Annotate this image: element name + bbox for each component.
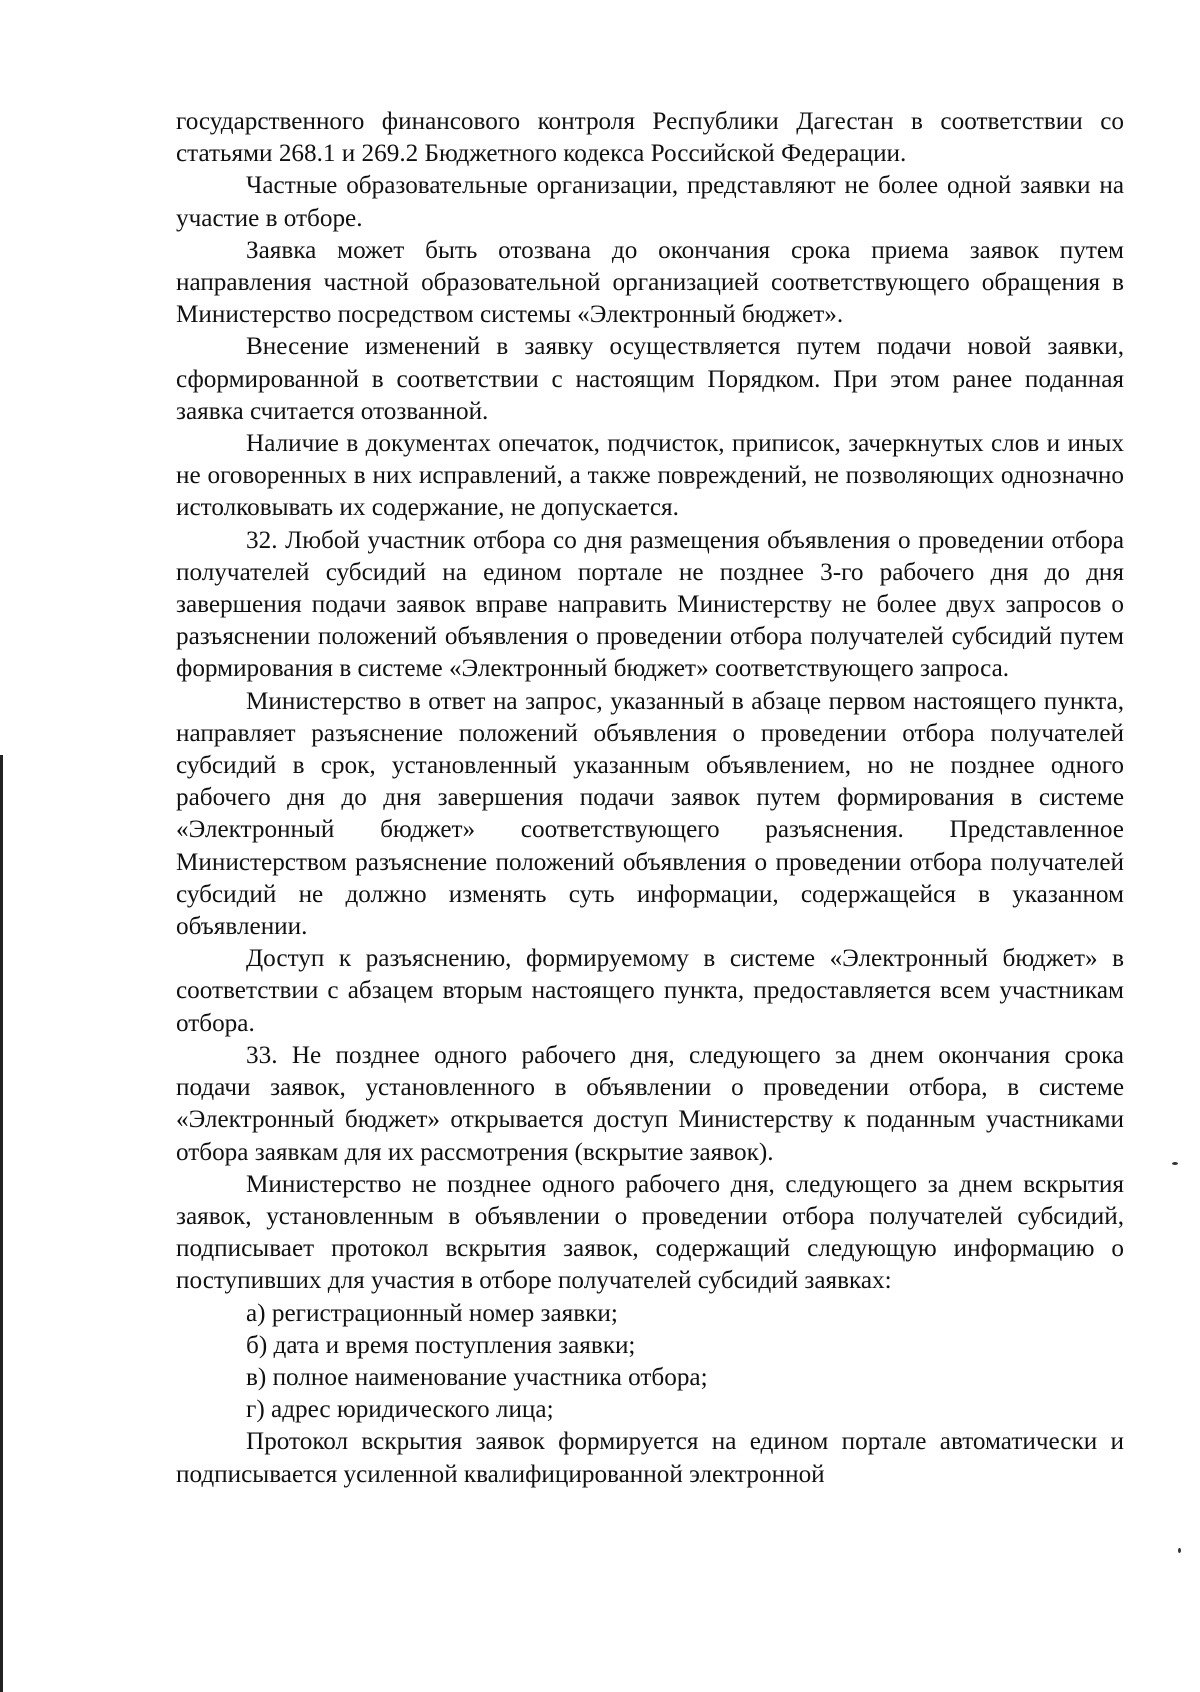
- scan-speck: [1172, 1162, 1178, 1165]
- document-body: [176, 106, 1124, 1491]
- paragraph: Внесение изменений в заявку осуществляется путем подачи новой заявки, сформированной в соответствии с настоящим Порядком. При этом ранее поданная заявка считается отозванной.: [176, 333, 1124, 425]
- list-item: б) дата и время поступления заявки;: [246, 1331, 636, 1359]
- paragraph: Заявка может быть отозвана до окончания срока приема заявок путем направления частной образовательной организацией соответствующего обращения в Министерство посредством системы «Электронный бюджет».: [176, 236, 1124, 329]
- scan-edge-line: [0, 755, 3, 1692]
- paragraph: Министерство в ответ на запрос, указанный в абзаце первом настоящего пункта, направляет разъяснение положений объявления о проведении отбора получателей субсидий в срок, установленный указанным объявлением, но не позднее одного рабочего дня до дня завершения подачи заявок путем формирования в системе «Электронный бюджет» соответствующего разъяснения. Представленное Министерством разъяснение положений объявления о проведении отбора получателей субсидий не должно изменять суть информации, содержащейся в указанном объявлении.: [176, 687, 1124, 941]
- scan-speck: [1178, 1548, 1181, 1553]
- paragraph-item-32: 32. Любой участник отбора со дня размещения объявления о проведении отбора получателей субсидий на едином портале не позднее 3-го рабочего дня до дня завершения подачи заявок вправе направить Министерству не более двух запросов о разъяснении положений объявления о проведении отбора получателей субсидий путем формирования в системе «Электронный бюджет» соответствующего запроса.: [176, 526, 1124, 683]
- paragraph: Частные образовательные организации, представляют не более одной заявки на участие в отборе.: [176, 172, 1124, 232]
- list-item: в) полное наименование участника отбора;: [246, 1363, 708, 1391]
- list-item: г) адрес юридического лица;: [246, 1396, 554, 1424]
- paragraph: Протокол вскрытия заявок формируется на едином портале автоматически и подписывается усиленной квалифицированной электронной: [176, 1428, 1124, 1488]
- paragraph: Доступ к разъяснению, формируемому в системе «Электронный бюджет» в соответствии с абзацем вторым настоящего пункта, предоставляется всем участникам отбора.: [176, 945, 1124, 1037]
- paragraph: Министерство не позднее одного рабочего дня, следующего за днем вскрытия заявок, установленным в объявлении о проведении отбора получателей субсидий, подписывает протокол вскрытия заявок, содержащий следующую информацию о поступивших для участия в отборе получателей субсидий заявках:: [176, 1170, 1124, 1295]
- list-item: а) регистрационный номер заявки;: [246, 1299, 618, 1327]
- paragraph: государственного финансового контроля Республики Дагестан в соответствии со статьями 268.1 и 269.2 Бюджетного кодекса Российской Федерации.: [176, 108, 1124, 168]
- paragraph-item-33: 33. Не позднее одного рабочего дня, следующего за днем окончания срока подачи заявок, установленного в объявлении о проведении отбора, в системе «Электронный бюджет» открывается доступ Министерству к поданным участниками отбора заявкам для их рассмотрения (вскрытие заявок).: [176, 1041, 1124, 1166]
- paragraph: Наличие в документах опечаток, подчисток, приписок, зачеркнутых слов и иных не оговоренных в них исправлений, а также повреждений, не позволяющих однозначно истолковывать их содержание, не допускается.: [176, 430, 1124, 522]
